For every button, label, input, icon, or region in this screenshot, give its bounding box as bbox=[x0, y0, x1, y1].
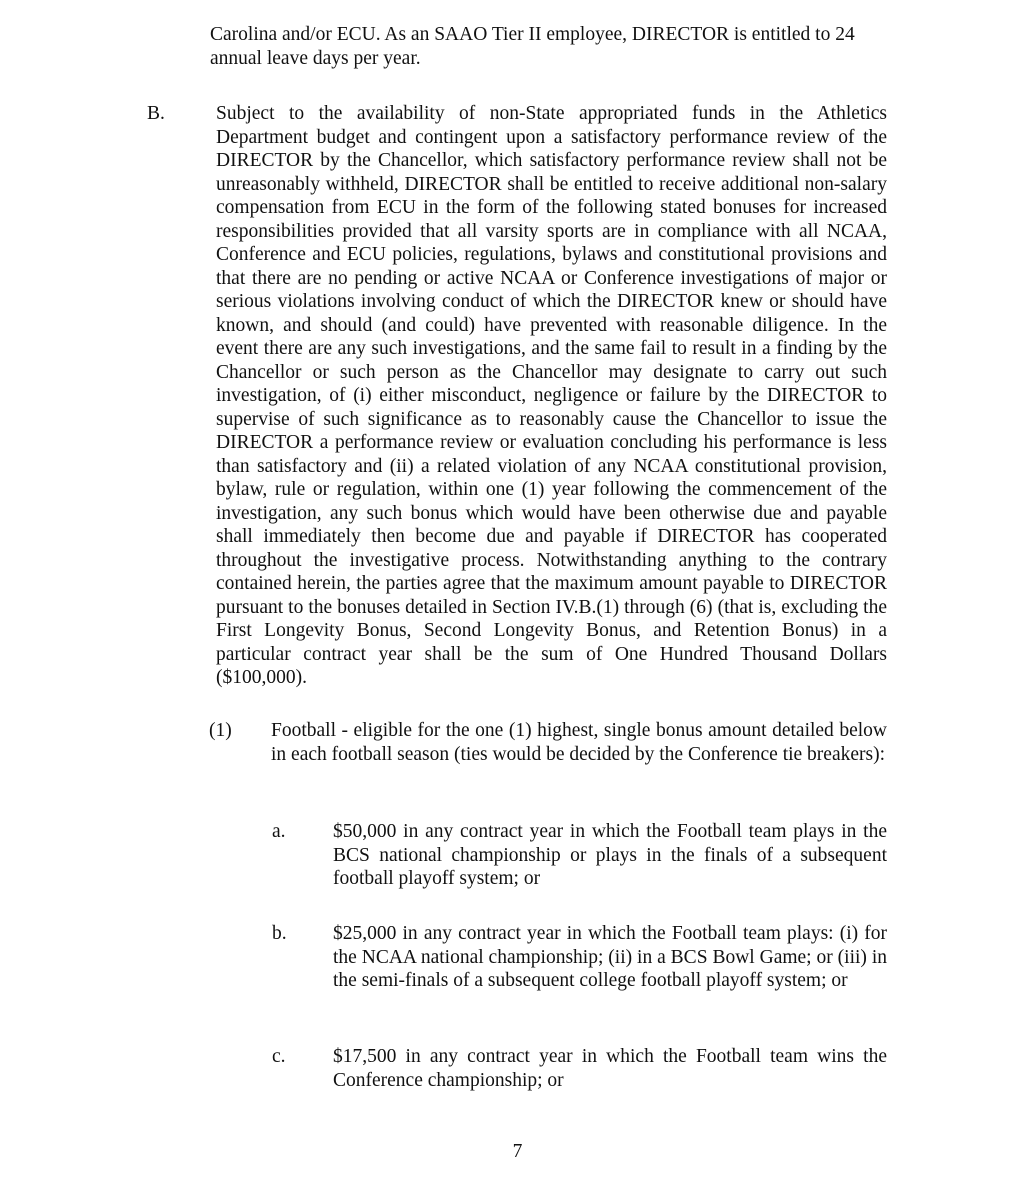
subitem-b-paragraph: $25,000 in any contract year in which the Football team plays: (i) for the NCAA national championship; (ii) in a BCS Bowl Game; or (iii) in the semi-finals of a subsequent college football playoff system; or bbox=[333, 923, 887, 991]
subitem-b-marker: b. bbox=[272, 923, 287, 944]
section-b-paragraph: Subject to the availability of non-State appropriated funds in the Athletics Department budget and contingent upon a satisfactory performance review of the DIRECTOR by the Chancellor, which satisfactory performance review shall not be unreasonably withheld, DIRECTOR shall be entitled to receive additional non-salary compensation from ECU in the form of the following stated bonuses for increased responsibilities provided that all varsity sports are in compliance with all NCAA, Conference and ECU policies, regulations, bylaws and constitutional provisions and that there are no pending or active NCAA or Conference investigations of major or serious violations involving conduct of which the DIRECTOR knew or should have known, and should (and could) have prevented with reasonable diligence. In the event there are any such investigations, and the same fail to result in a finding by the Chancellor or such person as the Chancellor may designate to carry out such investigation, of (i) either misconduct, negligence or failure by the DIRECTOR to supervise of such significance as to reasonably cause the Chancellor to issue the DIRECTOR a performance review or evaluation concluding his performance is less than satisfactory and (ii) a related violation of any NCAA constitutional provision, bylaw, rule or regulation, within one (1) year following the commencement of the investigation, any such bonus which would have been otherwise due and payable shall immediately then become due and payable if DIRECTOR has cooperated throughout the investigative process. Notwithstanding anything to the contrary contained herein, the parties agree that the maximum amount payable to DIRECTOR pursuant to the bonuses detailed in Section IV.B.(1) through (6) (that is, excluding the First Longevity Bonus, Second Longevity Bonus, and Retention Bonus) in a particular contract year shall be the sum of One Hundred Thousand Dollars ($100,000). bbox=[216, 103, 887, 688]
page-number: 7 bbox=[512, 1141, 523, 1162]
subitem-c-marker: c. bbox=[272, 1046, 286, 1067]
item-1-marker: (1) bbox=[209, 720, 232, 741]
intro-paragraph: Carolina and/or ECU. As an SAAO Tier II employee, DIRECTOR is entitled to 24 annual leave days per year. bbox=[210, 24, 855, 69]
subitem-a-marker: a. bbox=[272, 821, 286, 842]
item-1-paragraph: Football - eligible for the one (1) highest, single bonus amount detailed below in each football season (ties would be decided by the Conference tie breakers): bbox=[271, 720, 887, 765]
subitem-c-paragraph: $17,500 in any contract year in which the Football team wins the Conference championship; or bbox=[333, 1046, 887, 1091]
section-b-marker: B. bbox=[147, 103, 165, 124]
subitem-a-paragraph: $50,000 in any contract year in which the Football team plays in the BCS national championship or plays in the finals of a subsequent football playoff system; or bbox=[333, 821, 887, 889]
